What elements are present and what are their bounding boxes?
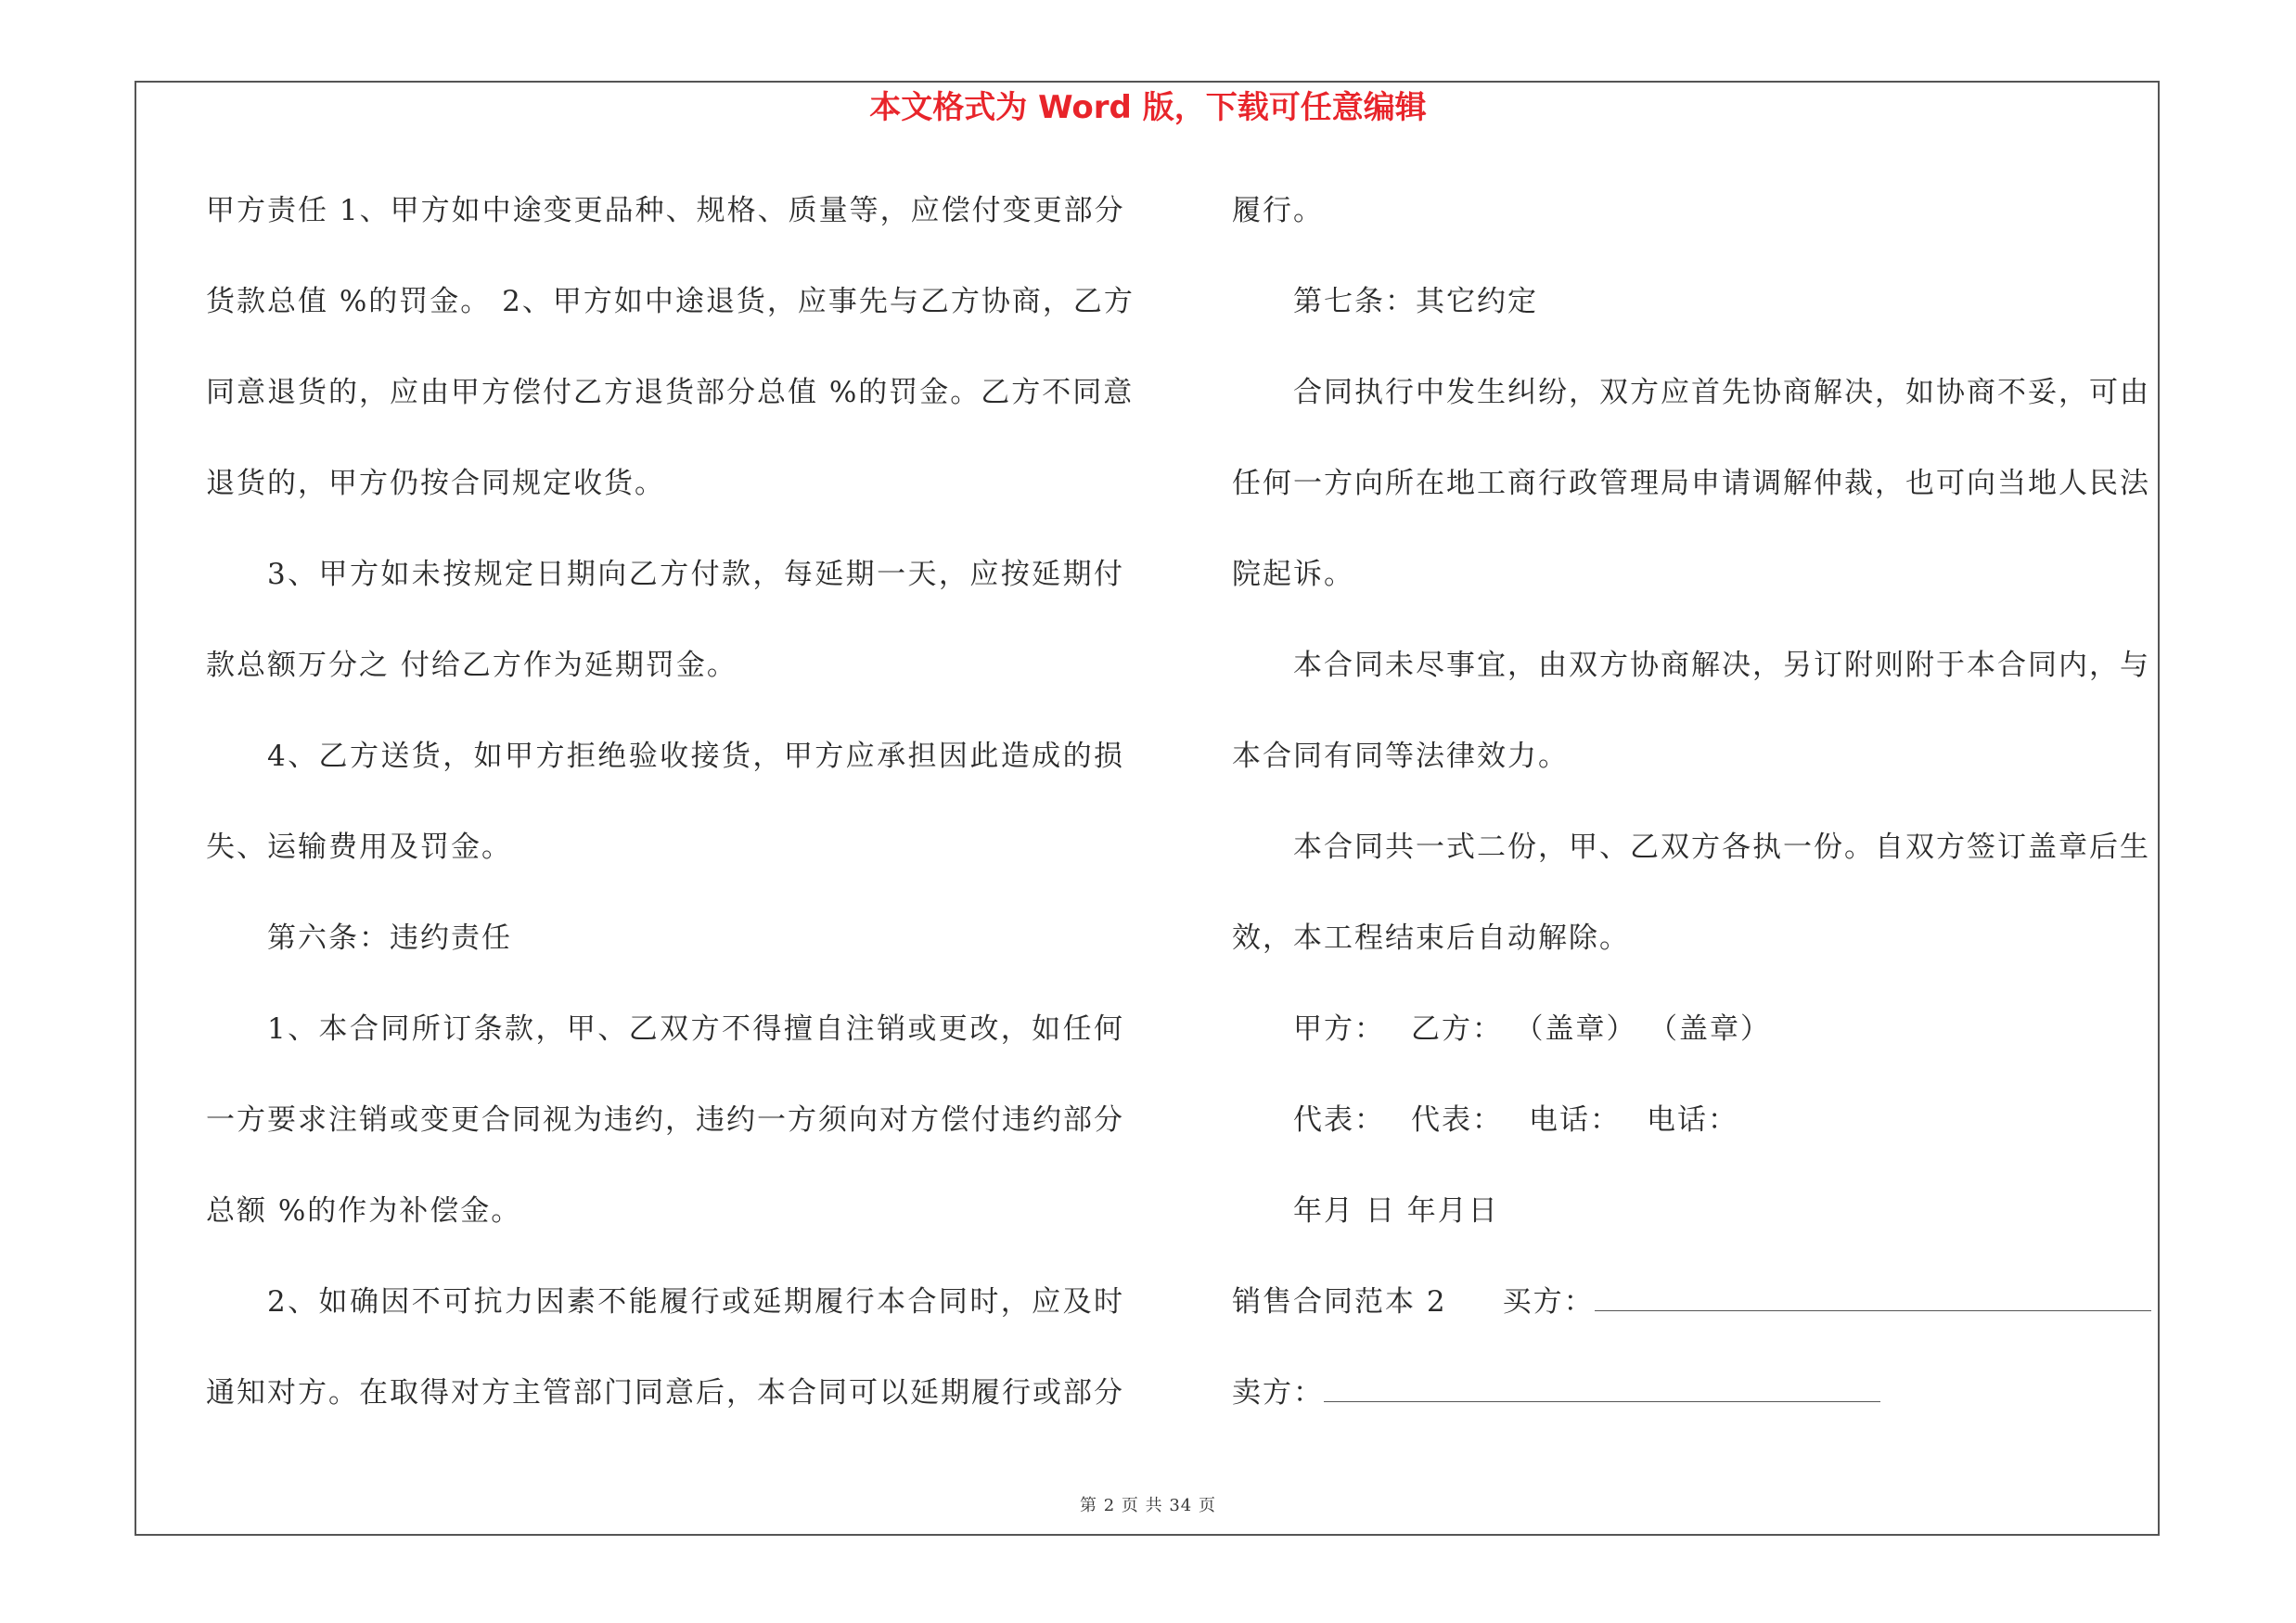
representative-row bbox=[1232, 1086, 2150, 1177]
section-heading: 第七条：其它约定 bbox=[1293, 285, 1538, 318]
rep-b-label: 代表： bbox=[1411, 1103, 1503, 1137]
body-line: 通知对方。在取得对方主管部门同意后，本合同可以延期履行或部分 bbox=[206, 1376, 1124, 1410]
body-line: 本合同共一式二份，甲、乙双方各执一份。自双方签订盖章后生 bbox=[1293, 831, 2150, 864]
body-line: 合同执行中发生纠纷，双方应首先协商解决，如协商不妥，可由 bbox=[1293, 376, 2150, 409]
contract2-title-row bbox=[1232, 1268, 2150, 1359]
body-line: 退货的，甲方仍按合同规定收货。 bbox=[206, 467, 665, 500]
buyer-label: 买方： bbox=[1502, 1285, 1595, 1319]
tel-a-label: 电话： bbox=[1529, 1103, 1621, 1137]
body-line: 本合同有同等法律效力。 bbox=[1232, 740, 1569, 773]
body-line: 货款总值 %的罚金。 2、甲方如中途退货，应事先与乙方协商，乙方 bbox=[206, 285, 1135, 318]
seal-a-label: （盖章） bbox=[1529, 1012, 1637, 1046]
body-line: 失、运输费用及罚金。 bbox=[206, 831, 512, 864]
seller-row bbox=[1232, 1359, 2150, 1449]
body-line: 1、本合同所订条款，甲、乙双方不得擅自注销或更改，如任何 bbox=[267, 1012, 1124, 1046]
body-line: 款总额万分之 付给乙方作为延期罚金。 bbox=[206, 649, 738, 682]
section-heading: 第六条：违约责任 bbox=[267, 921, 512, 955]
body-line: 一方要求注销或变更合同视为违约，违约一方须向对方偿付违约部分 bbox=[206, 1103, 1124, 1137]
contract2-title: 销售合同范本 2 bbox=[1232, 1285, 1447, 1319]
date-row: 年月 日 年月日 bbox=[1293, 1194, 1499, 1228]
body-line: 4、乙方送货，如甲方拒绝验收接货，甲方应承担因此造成的损 bbox=[267, 740, 1124, 773]
party-b-label: 乙方： bbox=[1411, 1012, 1503, 1046]
right-column bbox=[1232, 176, 2150, 1449]
format-banner: 本文格式为 Word 版，下载可任意编辑 bbox=[869, 89, 1427, 126]
seller-blank bbox=[1324, 1368, 1880, 1402]
tel-b-label: 电话： bbox=[1647, 1103, 1738, 1137]
body-line: 任何一方向所在地工商行政管理局申请调解仲裁，也可向当地人民法 bbox=[1232, 467, 2150, 500]
body-line: 本合同未尽事宜，由双方协商解决，另订附则附于本合同内，与 bbox=[1293, 649, 2150, 682]
body-line: 3、甲方如未按规定日期向乙方付款，每延期一天，应按延期付 bbox=[267, 558, 1124, 591]
body-line: 效，本工程结束后自动解除。 bbox=[1232, 921, 1630, 955]
buyer-blank bbox=[1595, 1277, 2151, 1311]
seal-b-label: （盖章） bbox=[1662, 1012, 1771, 1046]
signature-row bbox=[1232, 995, 2150, 1086]
body-line: 总额 %的作为补偿金。 bbox=[206, 1194, 522, 1228]
body-line: 甲方责任 1、甲方如中途变更品种、规格、质量等，应偿付变更部分 bbox=[206, 194, 1125, 227]
body-line: 院起诉。 bbox=[1232, 558, 1354, 591]
body-line: 履行。 bbox=[1232, 194, 1324, 227]
body-line: 同意退货的，应由甲方偿付乙方退货部分总值 %的罚金。乙方不同意 bbox=[206, 376, 1135, 409]
body-line: 2、如确因不可抗力因素不能履行或延期履行本合同时，应及时 bbox=[267, 1285, 1124, 1319]
party-a-label: 甲方： bbox=[1293, 1012, 1385, 1046]
seller-label: 卖方： bbox=[1232, 1376, 1324, 1410]
page-number-footer: 第 2 页 共 34 页 bbox=[1080, 1496, 1216, 1515]
left-column bbox=[206, 176, 1135, 1449]
rep-a-label: 代表： bbox=[1293, 1103, 1385, 1137]
